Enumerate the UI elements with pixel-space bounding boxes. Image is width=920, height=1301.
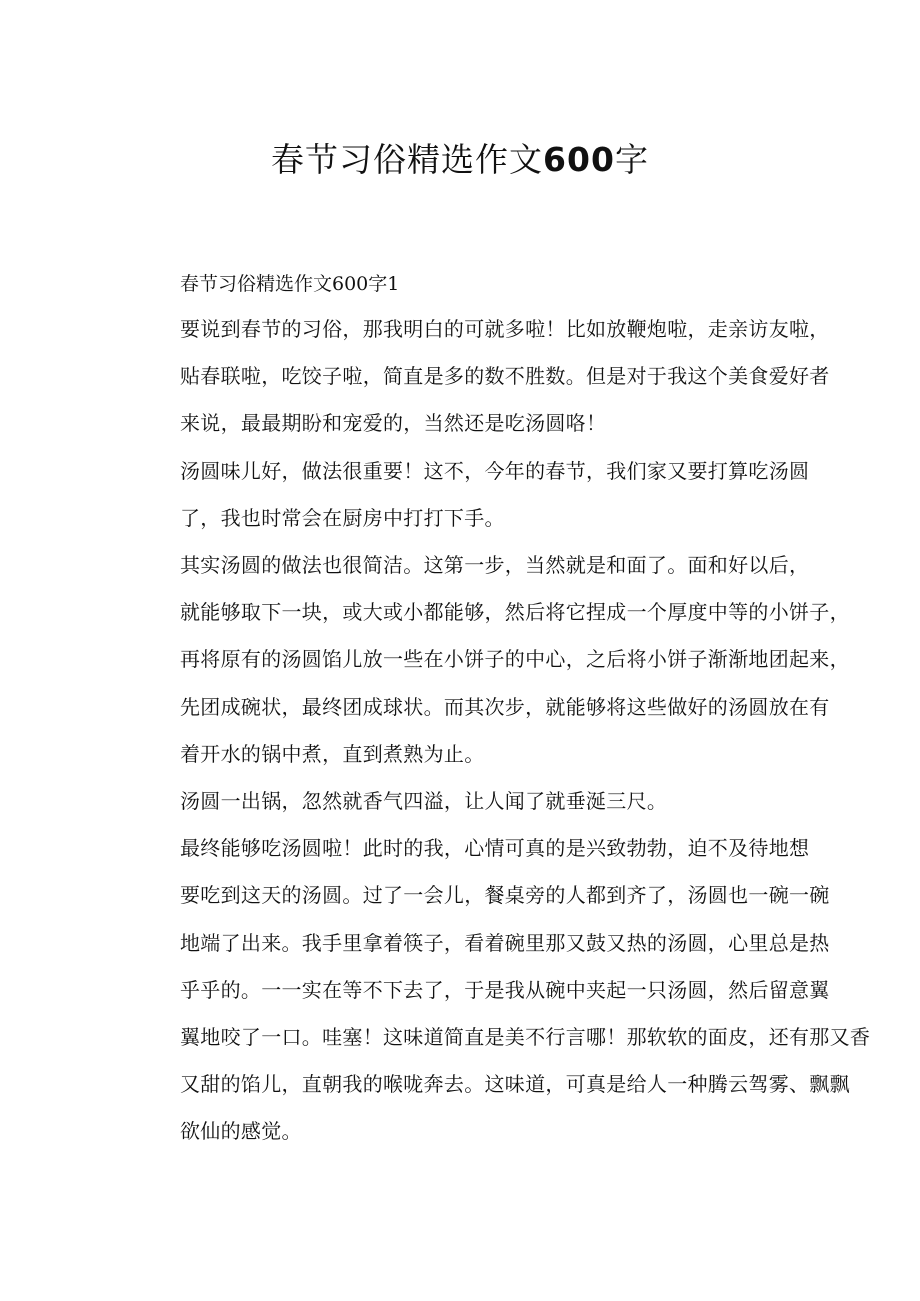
paragraph-line: 欲仙的感觉。 xyxy=(180,1119,302,1144)
paragraph-line: 再将原有的汤圆馅儿放一些在小饼子的中心，之后将小饼子渐渐地团起来， xyxy=(180,647,850,672)
paragraph-line: 翼地咬了一口。哇塞！这味道简直是美不行言哪！那软软的面皮，还有那又香 xyxy=(180,1025,871,1050)
paragraph-list xyxy=(138,306,871,1156)
title-number: 600 xyxy=(543,140,615,179)
paragraph-line: 贴春联啦，吃饺子啦，简直是多的数不胜数。但是对于我这个美食爱好者 xyxy=(180,364,830,389)
paragraph-line: 要吃到这天的汤圆。过了一会儿，餐桌旁的人都到齐了，汤圆也一碗一碗 xyxy=(180,883,830,908)
paragraph xyxy=(138,306,830,448)
paragraph-line: 最终能够吃汤圆啦！此时的我，心情可真的是兴致勃勃，迫不及待地想 xyxy=(180,836,810,861)
paragraph xyxy=(138,448,810,542)
paragraph-line: 又甜的馅儿，直朝我的喉咙奔去。这味道，可真是给人一种腾云驾雾、飘飘 xyxy=(180,1072,850,1097)
paragraph-line: 来说，最最期盼和宠爱的，当然还是吃汤圆咯！ xyxy=(180,411,607,436)
document-body xyxy=(138,262,871,1156)
paragraph-line: 地端了出来。我手里拿着筷子，看着碗里那又鼓又热的汤圆，心里总是热 xyxy=(180,930,830,955)
section-subheading: 春节习俗精选作文600字1 xyxy=(180,273,400,295)
paragraph-line: 汤圆一出锅，忽然就香气四溢，让人闻了就垂涎三尺。 xyxy=(180,789,668,814)
paragraph-line: 着开水的锅中煮，直到煮熟为止。 xyxy=(180,741,485,766)
paragraph xyxy=(138,542,850,778)
document-title xyxy=(0,136,920,184)
title-text: 春节习俗精选作文 xyxy=(271,140,544,179)
paragraph-line: 汤圆味儿好，做法很重要！这不，今年的春节，我们家又要打算吃汤圆 xyxy=(180,458,810,483)
paragraph-line: 就能够取下一块，或大或小都能够，然后将它捏成一个厚度中等的小饼子， xyxy=(180,600,850,625)
paragraph-line: 乎乎的。一一实在等不下去了，于是我从碗中夹起一只汤圆，然后留意翼 xyxy=(180,977,830,1002)
paragraph-line: 了，我也时常会在厨房中打打下手。 xyxy=(180,505,505,530)
paragraph-line: 要说到春节的习俗，那我明白的可就多啦！比如放鞭炮啦，走亲访友啦， xyxy=(180,317,830,341)
paragraph-line: 先团成碗状，最终团成球状。而其次步，就能够将这些做好的汤圆放在有 xyxy=(180,694,830,719)
paragraph xyxy=(138,778,794,825)
paragraph-line: 其实汤圆的做法也很简洁。这第一步，当然就是和面了。面和好以后， xyxy=(180,553,810,578)
paragraph xyxy=(138,825,871,1155)
title-suffix: 字 xyxy=(614,140,649,179)
